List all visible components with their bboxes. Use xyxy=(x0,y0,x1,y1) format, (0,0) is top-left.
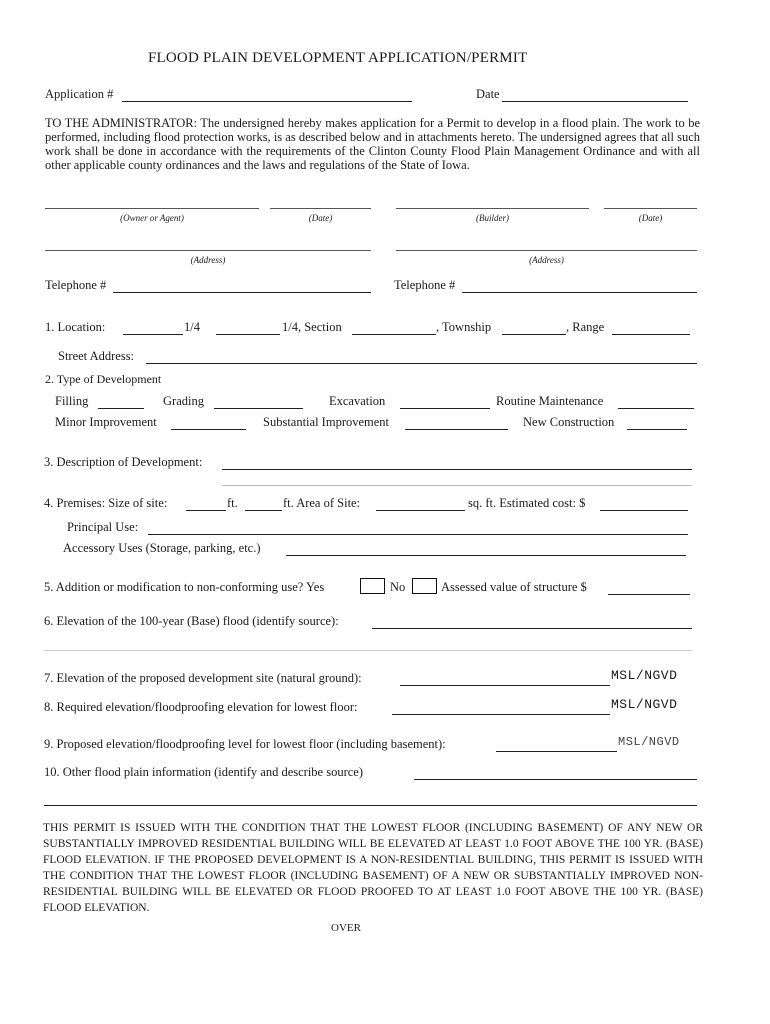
date-label: Date xyxy=(476,87,500,101)
location-township-field[interactable] xyxy=(502,334,566,335)
owner-telephone-field[interactable] xyxy=(113,292,371,293)
ft-label-1: ft. xyxy=(227,496,238,510)
builder-address-field[interactable] xyxy=(396,250,697,251)
owner-address-field[interactable] xyxy=(45,250,371,251)
builder-telephone-label: Telephone # xyxy=(394,278,456,292)
over-label: OVER xyxy=(331,922,361,934)
location-quarter-field[interactable] xyxy=(216,334,280,335)
location-township-label: , Township xyxy=(436,320,492,334)
owner-date-caption: (Date) xyxy=(308,213,333,223)
natural-ground-elevation-field[interactable] xyxy=(400,685,610,686)
accessory-uses-label: Accessory Uses (Storage, parking, etc.) xyxy=(63,541,261,555)
natural-ground-elevation-label: 7. Elevation of the proposed development site (natural ground): xyxy=(44,671,362,685)
filling-label: Filling xyxy=(55,394,89,408)
new-construction-label: New Construction xyxy=(523,415,615,429)
builder-caption: (Builder) xyxy=(476,213,509,223)
owner-telephone-label: Telephone # xyxy=(45,278,107,292)
accessory-uses-field[interactable] xyxy=(286,555,686,556)
owner-caption: (Owner or Agent) xyxy=(120,213,184,223)
nonconforming-question: 5. Addition or modification to non-conforming use? Yes xyxy=(44,580,325,594)
proposed-elevation-label: 9. Proposed elevation/floodproofing level for lowest floor (including basement): xyxy=(44,737,446,751)
owner-date-field[interactable] xyxy=(270,208,371,209)
owner-signature-field[interactable] xyxy=(45,208,259,209)
date-field[interactable] xyxy=(502,101,688,102)
builder-telephone-field[interactable] xyxy=(462,292,697,293)
type-of-development-label: 2. Type of Development xyxy=(45,372,162,386)
principal-use-label: Principal Use: xyxy=(67,520,139,534)
site-size-width-field[interactable] xyxy=(186,510,226,511)
nonconforming-no-label: No xyxy=(390,580,406,594)
filling-field[interactable] xyxy=(98,408,144,409)
location-section-field[interactable] xyxy=(352,334,436,335)
location-section-label: 1/4, Section xyxy=(282,320,342,334)
other-flood-info-label: 10. Other flood plain information (identify and describe source) xyxy=(44,765,364,779)
builder-date-caption: (Date) xyxy=(638,213,663,223)
grading-field[interactable] xyxy=(214,408,303,409)
estimated-cost-field[interactable] xyxy=(600,510,688,511)
location-range-label: , Range xyxy=(566,320,605,334)
base-flood-source-field[interactable] xyxy=(44,650,692,651)
application-label: Application # xyxy=(45,87,114,101)
application-number-field[interactable] xyxy=(122,101,412,102)
other-flood-info-field-line-2[interactable] xyxy=(44,805,697,806)
msl-ngvd-label-9: MSL/NGVD xyxy=(618,735,680,749)
other-flood-info-field[interactable] xyxy=(414,779,697,780)
substantial-improvement-field[interactable] xyxy=(405,429,508,430)
excavation-field[interactable] xyxy=(400,408,490,409)
location-label: 1. Location: xyxy=(45,320,106,334)
builder-address-caption: (Address) xyxy=(529,255,564,265)
proposed-elevation-field[interactable] xyxy=(496,751,617,752)
description-label: 3. Description of Development: xyxy=(44,455,203,469)
minor-improvement-field[interactable] xyxy=(171,429,246,430)
intro-paragraph: TO THE ADMINISTRATOR: The undersigned hereby makes application for a Permit to develop in a flood plain. The work to be performed, including flood protection works, is as described below and in attachments hereto. The undersigned agrees that all such work shall be done in accordance with the requirements of the Clinton County Flood Plain Management Ordinance and with all other applicable county ordinances and the laws and regulations of the State of Iowa. xyxy=(45,116,700,172)
routine-maintenance-field[interactable] xyxy=(618,408,694,409)
location-range-field[interactable] xyxy=(612,334,690,335)
excavation-label: Excavation xyxy=(329,394,386,408)
permit-condition-notice: THIS PERMIT IS ISSUED WITH THE CONDITION THAT THE LOWEST FLOOR (INCLUDING BASEMENT) OF ANY NEW OR SUBSTANTIALLY IMPROVED RESIDENTIAL BUILDING WILL BE ELEVATED AT LEAST 1.0 FOOT ABOVE THE 100 YR. (BASE) FLOOD ELEVATION. IF THE PROPOSED DEVELOPMENT IS A NON-RESIDENTIAL BUILDING, THIS PERMIT IS ISSUED WITH THE CONDITION THAT THE LOWEST FLOOR (INCLUDING BASEMENT) OF A NEW OR SUBSTANTIALLY IMPROVED NON-RESIDENTIAL BUILDING WILL BE ELEVATED OR FLOOD PROOFED TO AT LEAST 1.0 FOOT ABOVE THE 100 YR. (BASE) FLOOD ELEVATION. xyxy=(43,822,703,914)
msl-ngvd-label-8: MSL/NGVD xyxy=(611,697,678,712)
required-elevation-field[interactable] xyxy=(392,714,610,715)
base-flood-elevation-label: 6. Elevation of the 100-year (Base) flood (identify source): xyxy=(44,614,339,628)
routine-maintenance-label: Routine Maintenance xyxy=(496,394,604,408)
location-quarter-label: 1/4 xyxy=(184,320,200,334)
nonconforming-yes-checkbox[interactable] xyxy=(360,578,385,594)
premises-size-label: 4. Premises: Size of site: xyxy=(44,496,168,510)
location-quarter-quarter-field[interactable] xyxy=(123,334,183,335)
minor-improvement-label: Minor Improvement xyxy=(55,415,157,429)
nonconforming-no-checkbox[interactable] xyxy=(412,578,437,594)
owner-address-caption: (Address) xyxy=(190,255,226,265)
msl-ngvd-label-7: MSL/NGVD xyxy=(611,668,678,683)
area-of-site-field[interactable] xyxy=(376,510,465,511)
principal-use-field[interactable] xyxy=(148,534,688,535)
street-address-label: Street Address: xyxy=(58,349,135,363)
page-title: FLOOD PLAIN DEVELOPMENT APPLICATION/PERMIT xyxy=(148,50,528,66)
grading-label: Grading xyxy=(163,394,204,408)
new-construction-field[interactable] xyxy=(627,429,687,430)
builder-date-field[interactable] xyxy=(604,208,697,209)
assessed-value-label: Assessed value of structure $ xyxy=(441,580,587,594)
description-field-line-1[interactable] xyxy=(222,469,692,470)
substantial-improvement-label: Substantial Improvement xyxy=(263,415,390,429)
required-elevation-label: 8. Required elevation/floodproofing elevation for lowest floor: xyxy=(44,700,358,714)
assessed-value-field[interactable] xyxy=(608,594,690,595)
base-flood-elevation-field[interactable] xyxy=(372,628,692,629)
site-size-length-field[interactable] xyxy=(245,510,282,511)
area-of-site-label: ft. Area of Site: xyxy=(283,496,361,510)
description-field-line-2[interactable] xyxy=(222,485,692,486)
estimated-cost-label: sq. ft. Estimated cost: $ xyxy=(468,496,586,510)
street-address-field[interactable] xyxy=(146,363,697,364)
builder-signature-field[interactable] xyxy=(396,208,589,209)
